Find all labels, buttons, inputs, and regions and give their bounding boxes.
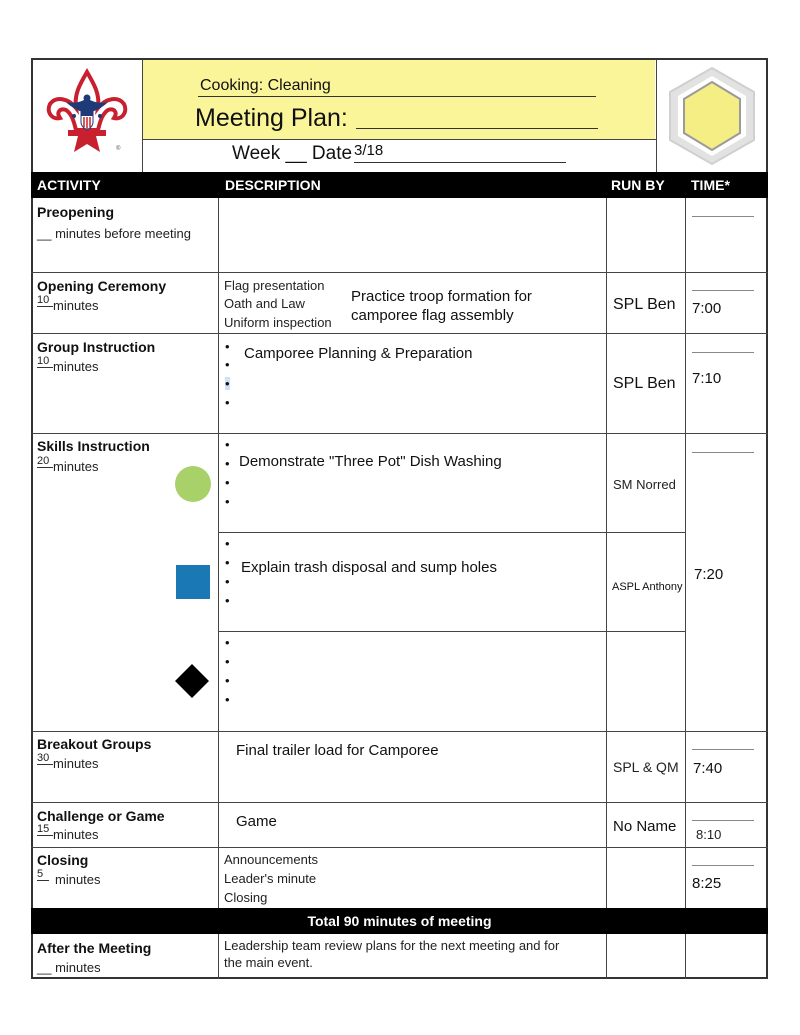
bullet: • bbox=[225, 593, 230, 608]
time-blank-line bbox=[692, 452, 754, 453]
total-bar bbox=[31, 908, 768, 934]
time-blank-line bbox=[692, 820, 754, 821]
total-text: Total 90 minutes of meeting bbox=[307, 913, 492, 929]
opening-run-by: SPL Ben bbox=[613, 296, 676, 313]
row-divider bbox=[31, 333, 768, 334]
week-date-label: Week __ Date bbox=[232, 143, 353, 164]
meeting-plan-label: Meeting Plan: bbox=[195, 104, 348, 132]
preopening-sub: __ minutes before meeting bbox=[37, 226, 191, 241]
challenge-time: 8:10 bbox=[696, 827, 722, 842]
breakout-minutes: 30 minutes bbox=[37, 752, 99, 771]
row-divider bbox=[31, 802, 768, 803]
bullet: • bbox=[225, 635, 230, 650]
time-blank-line bbox=[692, 290, 754, 291]
after-sub: __ minutes bbox=[37, 960, 101, 975]
opening-desc-1: Flag presentation bbox=[224, 278, 325, 293]
bullet: • bbox=[225, 536, 230, 551]
time-blank-line bbox=[692, 352, 754, 353]
row-divider bbox=[218, 532, 685, 533]
col-run-by: RUN BY bbox=[611, 177, 665, 193]
challenge-minutes: 15 minutes bbox=[37, 823, 99, 842]
time-blank-line bbox=[692, 749, 754, 750]
col-divider-time-after bbox=[685, 934, 686, 979]
col-divider-runby bbox=[606, 198, 607, 908]
bullet: • bbox=[225, 673, 230, 688]
after-desc-2: the main event. bbox=[224, 955, 313, 970]
bullet: • bbox=[225, 494, 230, 509]
skills-run-by-2: ASPL Anthony bbox=[612, 581, 683, 593]
opening-title: Opening Ceremony bbox=[37, 278, 167, 294]
skills-note-2: Explain trash disposal and sump holes bbox=[241, 559, 497, 576]
skills-minutes: 20 minutes bbox=[37, 455, 99, 474]
group-title: Group Instruction bbox=[37, 339, 156, 355]
skills-note-1: Demonstrate "Three Pot" Dish Washing bbox=[239, 453, 502, 470]
bullet: • bbox=[225, 437, 230, 452]
group-run-by: SPL Ben bbox=[613, 375, 676, 392]
bullet: • bbox=[225, 555, 230, 570]
row-divider bbox=[31, 272, 768, 273]
col-divider-desc-after bbox=[218, 934, 219, 979]
bullet: • bbox=[225, 395, 230, 410]
row-divider bbox=[31, 433, 768, 434]
bsa-logo bbox=[44, 68, 130, 162]
bullet: • bbox=[225, 475, 230, 490]
header-divider-right bbox=[656, 60, 657, 172]
topic-text: Cooking: Cleaning bbox=[200, 77, 331, 94]
breakout-title: Breakout Groups bbox=[37, 736, 152, 752]
skills-time: 7:20 bbox=[694, 566, 724, 583]
opening-minutes: 10 minutes bbox=[37, 294, 99, 313]
column-header-bar bbox=[31, 172, 768, 198]
date-underline bbox=[354, 162, 566, 163]
bullet: • bbox=[225, 339, 230, 354]
group-note: Camporee Planning & Preparation bbox=[244, 345, 473, 362]
bullet: • bbox=[225, 376, 230, 391]
blue-square-icon bbox=[176, 565, 210, 599]
row-divider bbox=[218, 631, 685, 632]
opening-desc-3: Uniform inspection bbox=[224, 315, 332, 330]
header-divider-left bbox=[142, 60, 143, 172]
after-title: After the Meeting bbox=[37, 940, 152, 956]
header-divider-bottom bbox=[142, 139, 657, 140]
opening-note-2: camporee flag assembly bbox=[351, 307, 514, 324]
breakout-note: Final trailer load for Camporee bbox=[236, 742, 439, 759]
closing-desc-3: Closing bbox=[224, 890, 268, 905]
green-circle-icon bbox=[175, 466, 211, 502]
date-value: 3/18 bbox=[354, 142, 384, 159]
opening-note-1: Practice troop formation for bbox=[351, 288, 532, 305]
col-description: DESCRIPTION bbox=[225, 177, 321, 193]
time-blank-line bbox=[692, 216, 754, 217]
hexagon-badge-icon bbox=[662, 64, 762, 168]
opening-time: 7:00 bbox=[692, 300, 722, 317]
row-divider bbox=[31, 731, 768, 732]
time-blank-line bbox=[692, 865, 754, 866]
svg-text:®: ® bbox=[116, 146, 121, 152]
group-time: 7:10 bbox=[692, 370, 722, 387]
col-divider-desc bbox=[218, 198, 219, 908]
challenge-title: Challenge or Game bbox=[37, 808, 165, 824]
row-divider bbox=[31, 847, 768, 848]
breakout-time: 7:40 bbox=[693, 760, 723, 777]
after-desc-1: Leadership team review plans for the next meeting and for bbox=[224, 938, 560, 953]
col-divider-time bbox=[685, 198, 686, 908]
col-activity: ACTIVITY bbox=[37, 177, 101, 193]
bullet: • bbox=[225, 654, 230, 669]
col-divider-runby-after bbox=[606, 934, 607, 979]
closing-desc-1: Announcements bbox=[224, 852, 318, 867]
skills-title: Skills Instruction bbox=[37, 438, 150, 454]
topic-underline bbox=[198, 96, 596, 97]
bullet: • bbox=[225, 456, 230, 471]
col-time: TIME* bbox=[691, 177, 730, 193]
meeting-plan-underline bbox=[356, 128, 598, 129]
challenge-run-by: No Name bbox=[613, 818, 677, 835]
opening-desc-2: Oath and Law bbox=[224, 296, 305, 311]
skills-run-by-1: SM Norred bbox=[613, 477, 676, 492]
bullet: • bbox=[225, 574, 230, 589]
closing-title: Closing bbox=[37, 852, 89, 868]
challenge-note: Game bbox=[236, 813, 277, 830]
group-minutes: 10 minutes bbox=[37, 355, 99, 374]
closing-time: 8:25 bbox=[692, 875, 722, 892]
breakout-run-by: SPL & QM bbox=[613, 759, 679, 775]
bullet: • bbox=[225, 357, 230, 372]
bullet: • bbox=[225, 692, 230, 707]
closing-minutes: 5 minutes bbox=[37, 868, 101, 887]
preopening-title: Preopening bbox=[37, 204, 115, 220]
closing-desc-2: Leader's minute bbox=[224, 871, 317, 886]
